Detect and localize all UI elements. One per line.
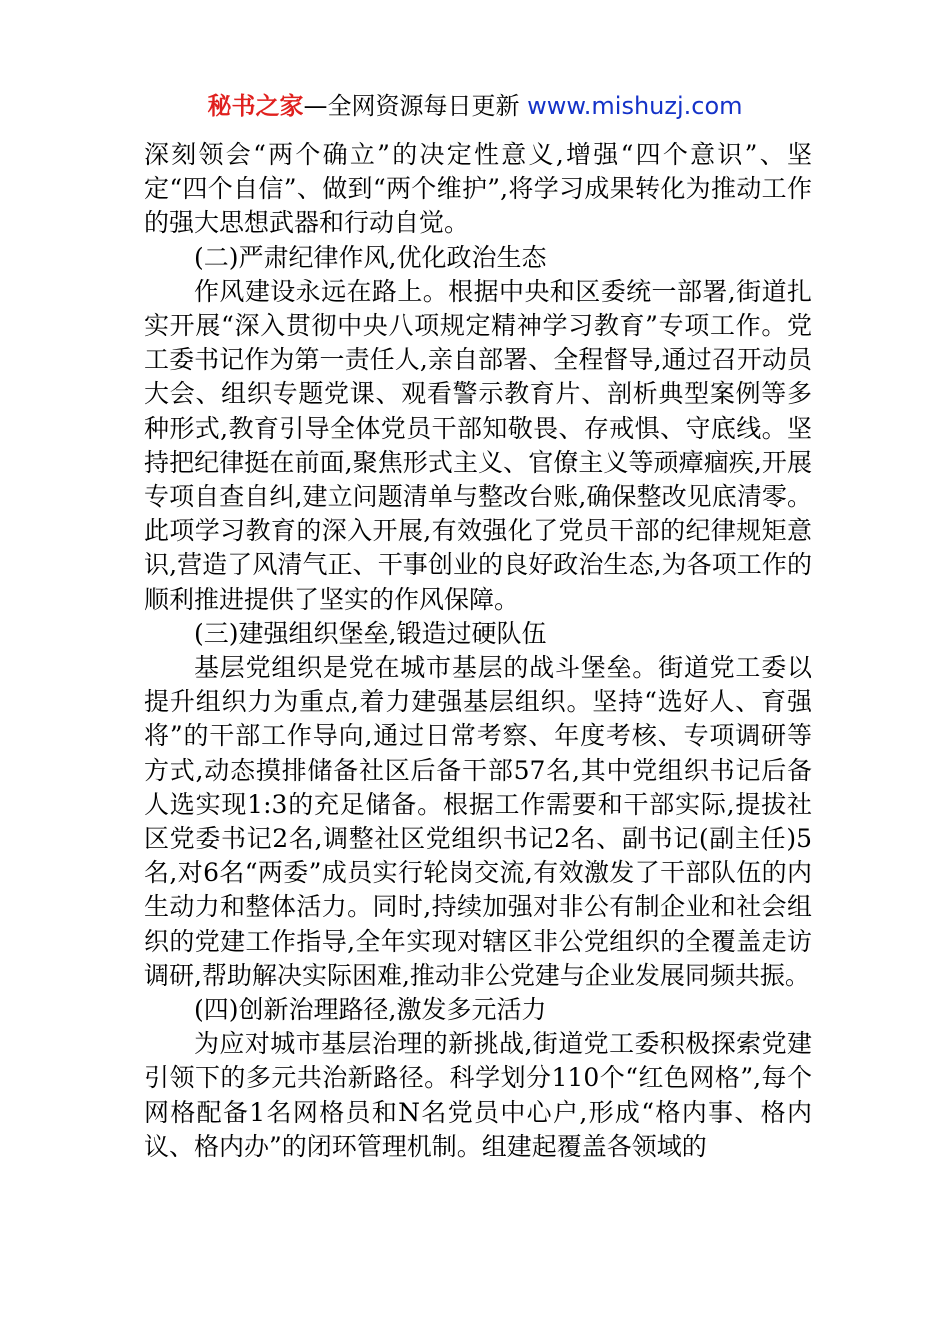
- section-heading-3: (三)建强组织堡垒,锻造过硬队伍: [194, 618, 547, 648]
- document-body: [144, 138, 812, 1164]
- page-header: [0, 86, 950, 126]
- section-heading-4: (四)创新治理路径,激发多元活力: [194, 995, 547, 1025]
- paragraph-continuation: 深刻领会“两个确立”的决定性意义,增强“四个意识”、坚定“四个自信”、做到“两个维护”,将学习成果转化为推动工作的强大思想武器和行动自觉。: [144, 140, 812, 238]
- website-link[interactable]: www.mishuzj.com: [527, 92, 743, 120]
- section-heading-2: (二)严肃纪律作风,优化政治生态: [194, 242, 547, 272]
- brand-name: 秘书之家: [207, 92, 304, 120]
- paragraph-organization: 基层党组织是党在城市基层的战斗堡垒。街道党工委以提升组织力为重点,着力建强基层组织。坚持“选好人、育强将”的干部工作导向,通过日常考察、年度考核、专项调研等方式,动态摸排储备社区后备干部57名,其中党组织书记后备人选实现1:3的充足储备。根据工作需要和干部实际,提拔社区党委书记2名,调整社区党组织书记2名、副书记(副主任)5名,对6名“两委”成员实行轮岗交流,有效激发了干部队伍的内生动力和整体活力。同时,持续加强对非公有制企业和社会组织的党建工作指导,全年实现对辖区非公党组织的全覆盖走访调研,帮助解决实际困难,推动非公党建与企业发展同频共振。: [144, 653, 812, 990]
- header-tagline: —全网资源每日更新: [303, 92, 528, 120]
- paragraph-governance: 为应对城市基层治理的新挑战,街道党工委积极探索党建引领下的多元共治新路径。科学划分110个“红色网格”,每个网格配备1名网格员和N名党员中心户,形成“格内事、格内议、格内办”的闭环管理机制。组建起覆盖各领域的: [144, 1029, 812, 1161]
- paragraph-discipline: 作风建设永远在路上。根据中央和区委统一部署,街道扎实开展“深入贯彻中央八项规定精神学习教育”专项工作。党工委书记作为第一责任人,亲自部署、全程督导,通过召开动员大会、组织专题党课、观看警示教育片、剖析典型案例等多种形式,教育引导全体党员干部知敬畏、存戒惧、守底线。坚持把纪律挺在前面,聚焦形式主义、官僚主义等顽瘴痼疾,开展专项自查自纠,建立问题清单与整改台账,确保整改见底清零。此项学习教育的深入开展,有效强化了党员干部的纪律规矩意识,营造了风清气正、干事创业的良好政治生态,为各项工作的顺利推进提供了坚实的作风保障。: [144, 276, 812, 614]
